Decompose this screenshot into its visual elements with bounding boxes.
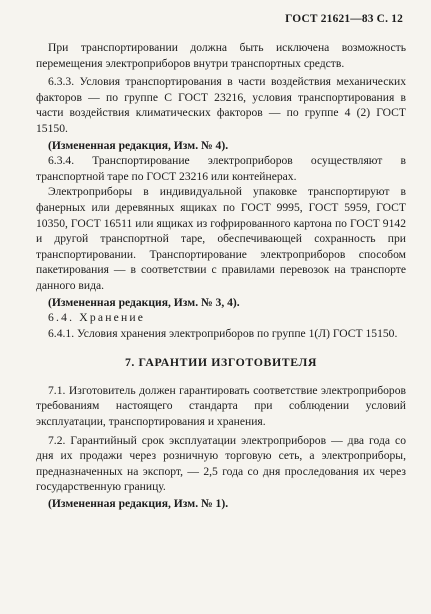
paragraph-6-3-3: 6.3.3. Условия транспортирования в части воздействия механических факторов — по группе С ГОСТ 23216, условия транспортирования в части воздействия климатических факторов — по группе 4 (2) ГОСТ 15150. [36, 75, 406, 135]
edit-note-amendment-3-4: (Измененная редакция, Изм. № 3, 4). [48, 295, 240, 309]
running-header: ГОСТ 21621—83 С. 12 [285, 13, 403, 25]
paragraph-packaging: Электроприборы в индивидуальной упаковке транспортируют в фанерных или деревянных ящиках по ГОСТ 9995, ГОСТ 5959, ГОСТ 10350, ГОСТ 16511 или ящиках из гофрированного картона по ГОСТ 9142 и другой транспортной таре, обеспечивающей сохранность при транспортировании. Транспортирование электроприборов способом пакетирования — в соответствии с правилами перевозок на транспорте данного вида. [36, 185, 406, 292]
paragraph-6-3-4: 6.3.4. Транспортирование электроприборов осуществляют в транспортной таре по ГОСТ 23216 или контейнерах. [36, 154, 406, 183]
paragraph-7-2: 7.2. Гарантийный срок эксплуатации электроприборов — два года со дня их продажи через розничную торговую сеть, а электроприборы, предназначенных на экспорт, — 2,5 года со дня проследования их через государственную границу. [36, 433, 406, 494]
subsection-storage-heading: 6.4. Хранение [48, 311, 146, 325]
edit-note-amendment-1: (Измененная редакция, Изм. № 1). [48, 497, 229, 511]
page-content [36, 40, 406, 512]
paragraph-6-4-1: 6.4.1. Условия хранения электроприборов по группе 1(Л) ГОСТ 15150. [48, 326, 398, 340]
edit-note-amendment-4: (Измененная редакция, Изм. № 4). [48, 138, 229, 152]
paragraph-7-1: 7.1. Изготовитель должен гарантировать соответствие электроприборов требованиям настоящего стандарта при соблюдении условий эксплуатации, транспортирования и хранения. [36, 383, 406, 429]
section-heading-warranty: 7. ГАРАНТИИ ИЗГОТОВИТЕЛЯ [124, 355, 318, 370]
paragraph-transport-movement: При транспортировании должна быть исключена возможность перемещения электроприборов внутри транспортных средств. [36, 41, 406, 70]
